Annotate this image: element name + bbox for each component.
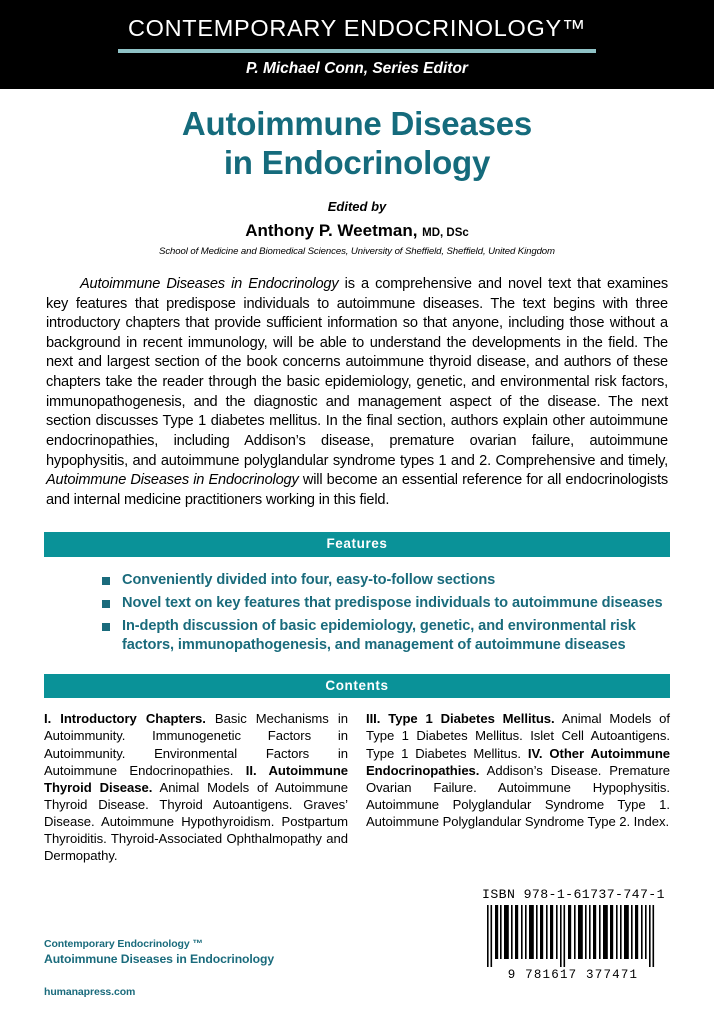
features-section-header: Features bbox=[44, 532, 670, 557]
footer-series-name: Contemporary Endocrinology ™ bbox=[44, 938, 203, 950]
feature-label: Conveniently divided into four, easy-to-follow sections bbox=[122, 571, 496, 588]
editor-name bbox=[44, 221, 670, 241]
contents-part-heading: II. Autoimmune Thyroid Disease. bbox=[44, 762, 348, 795]
editor-name-text: Anthony P. Weetman, bbox=[245, 220, 418, 240]
description-italic-mid: Autoimmune Diseases in Endocrinology bbox=[46, 472, 299, 489]
contents-section-header: Contents bbox=[44, 674, 670, 699]
list-item bbox=[102, 617, 670, 655]
contents-part-text: Animal Models of Autoimmune Thyroid Disease. Thyroid Autoantigens. Graves’ Disease. Autoimmune Hypothyroidism. Postpartum Thyroiditis. Thyroid-Associated Ophthalmopathy and Dermopathy. bbox=[44, 779, 348, 864]
edited-by-label: Edited by bbox=[327, 198, 387, 214]
back-cover-sheet bbox=[0, 89, 714, 865]
description-italic-lead: Autoimmune Diseases in Endocrinology bbox=[80, 275, 339, 292]
editor-affiliation: School of Medicine and Biomedical Sciences, University of Sheffield, Sheffield, United Kingdom bbox=[159, 245, 555, 257]
contents-part-heading: III. Type 1 Diabetes Mellitus. bbox=[366, 711, 555, 727]
book-title-line-1: Autoimmune Diseases bbox=[181, 105, 533, 142]
series-title: CONTEMPORARY ENDOCRINOLOGY™ bbox=[127, 15, 587, 41]
editor-degrees: MD, DSc bbox=[422, 226, 469, 239]
barcode-block bbox=[482, 887, 664, 982]
publisher-url[interactable]: humanapress.com bbox=[44, 986, 136, 998]
bullet-square-icon bbox=[102, 623, 110, 631]
features-list bbox=[44, 571, 670, 655]
description-part-2: will become an essential reference for all endocrinologists and internal medicine practitioners working in this field. bbox=[46, 472, 668, 508]
contents-right-column bbox=[366, 710, 670, 864]
contents-part-heading: IV. Other Autoimmune Endocrinopathies. bbox=[366, 745, 671, 778]
feature-label: Novel text on key features that predispose individuals to autoimmune diseases bbox=[122, 594, 663, 611]
series-header-band bbox=[0, 0, 714, 89]
contents-part-text: Addison’s Disease. Premature Ovarian Failure. Autoimmune Hypophysitis. Autoimmune Polyglandular Syndrome Type 1. Autoimmune Polyglandular Syndrome Type 2. Index. bbox=[366, 762, 670, 830]
barcode-image bbox=[484, 905, 662, 967]
list-item bbox=[102, 571, 670, 590]
contents-part-text: Basic Mechanisms in Autoimmunity. Immunogenetic Factors in Autoimmunity. Environmental Factors in Autoimmune Endocrinopathies. bbox=[44, 711, 348, 778]
publisher-info bbox=[44, 938, 274, 998]
series-editor-line: P. Michael Conn, Series Editor bbox=[246, 59, 468, 77]
bullet-square-icon bbox=[102, 577, 110, 585]
barcode-digits: 9 781617 377471 bbox=[507, 968, 639, 982]
book-description bbox=[44, 275, 670, 511]
contents-columns bbox=[44, 710, 670, 864]
isbn-text: ISBN 978-1-61737-747-1 bbox=[482, 887, 665, 902]
page-title bbox=[44, 89, 670, 183]
bullet-square-icon bbox=[102, 600, 110, 608]
list-item bbox=[102, 594, 670, 613]
contents-part-heading: I. Introductory Chapters. bbox=[44, 711, 206, 727]
book-title-line-2: in Endocrinology bbox=[223, 143, 491, 181]
footer-book-title: Autoimmune Diseases in Endocrinology bbox=[44, 952, 275, 966]
contents-part-text: Animal Models of Type 1 Diabetes Mellitus. Islet Cell Autoantigens. Type 1 Diabetes Mellitus. bbox=[366, 711, 671, 761]
description-part-1: is a comprehensive and novel text that examines key features that predispose individuals to autoimmune diseases. The text begins with three introductory chapters that provide sufficient information so that anyone, including those without a background in recent immunology, will be able to understand the developments in the field. The next and largest section of the book concerns autoimmune thyroid disease, and authors of these chapters take the reader through the basic epidemiology, genetic, and environmental risk factors, immunopathogenesis, and the diagnostic and management aspect of the disease. The next section discusses Type 1 diabetes mellitus. In the final section, authors explain other autoimmune endocrinopathies, including Addison’s disease, premature ovarian failure, autoimmune hypophysitis, and autoimmune polyglandular syndrome types 1 and 2. Comprehensive and timely, bbox=[46, 275, 668, 469]
contents-left-column bbox=[44, 710, 348, 864]
feature-label: In-depth discussion of basic epidemiology, genetic, and environmental risk factors, immunopathogenesis, and management of autoimmune diseases bbox=[122, 617, 636, 653]
header-divider-rule bbox=[118, 49, 596, 53]
